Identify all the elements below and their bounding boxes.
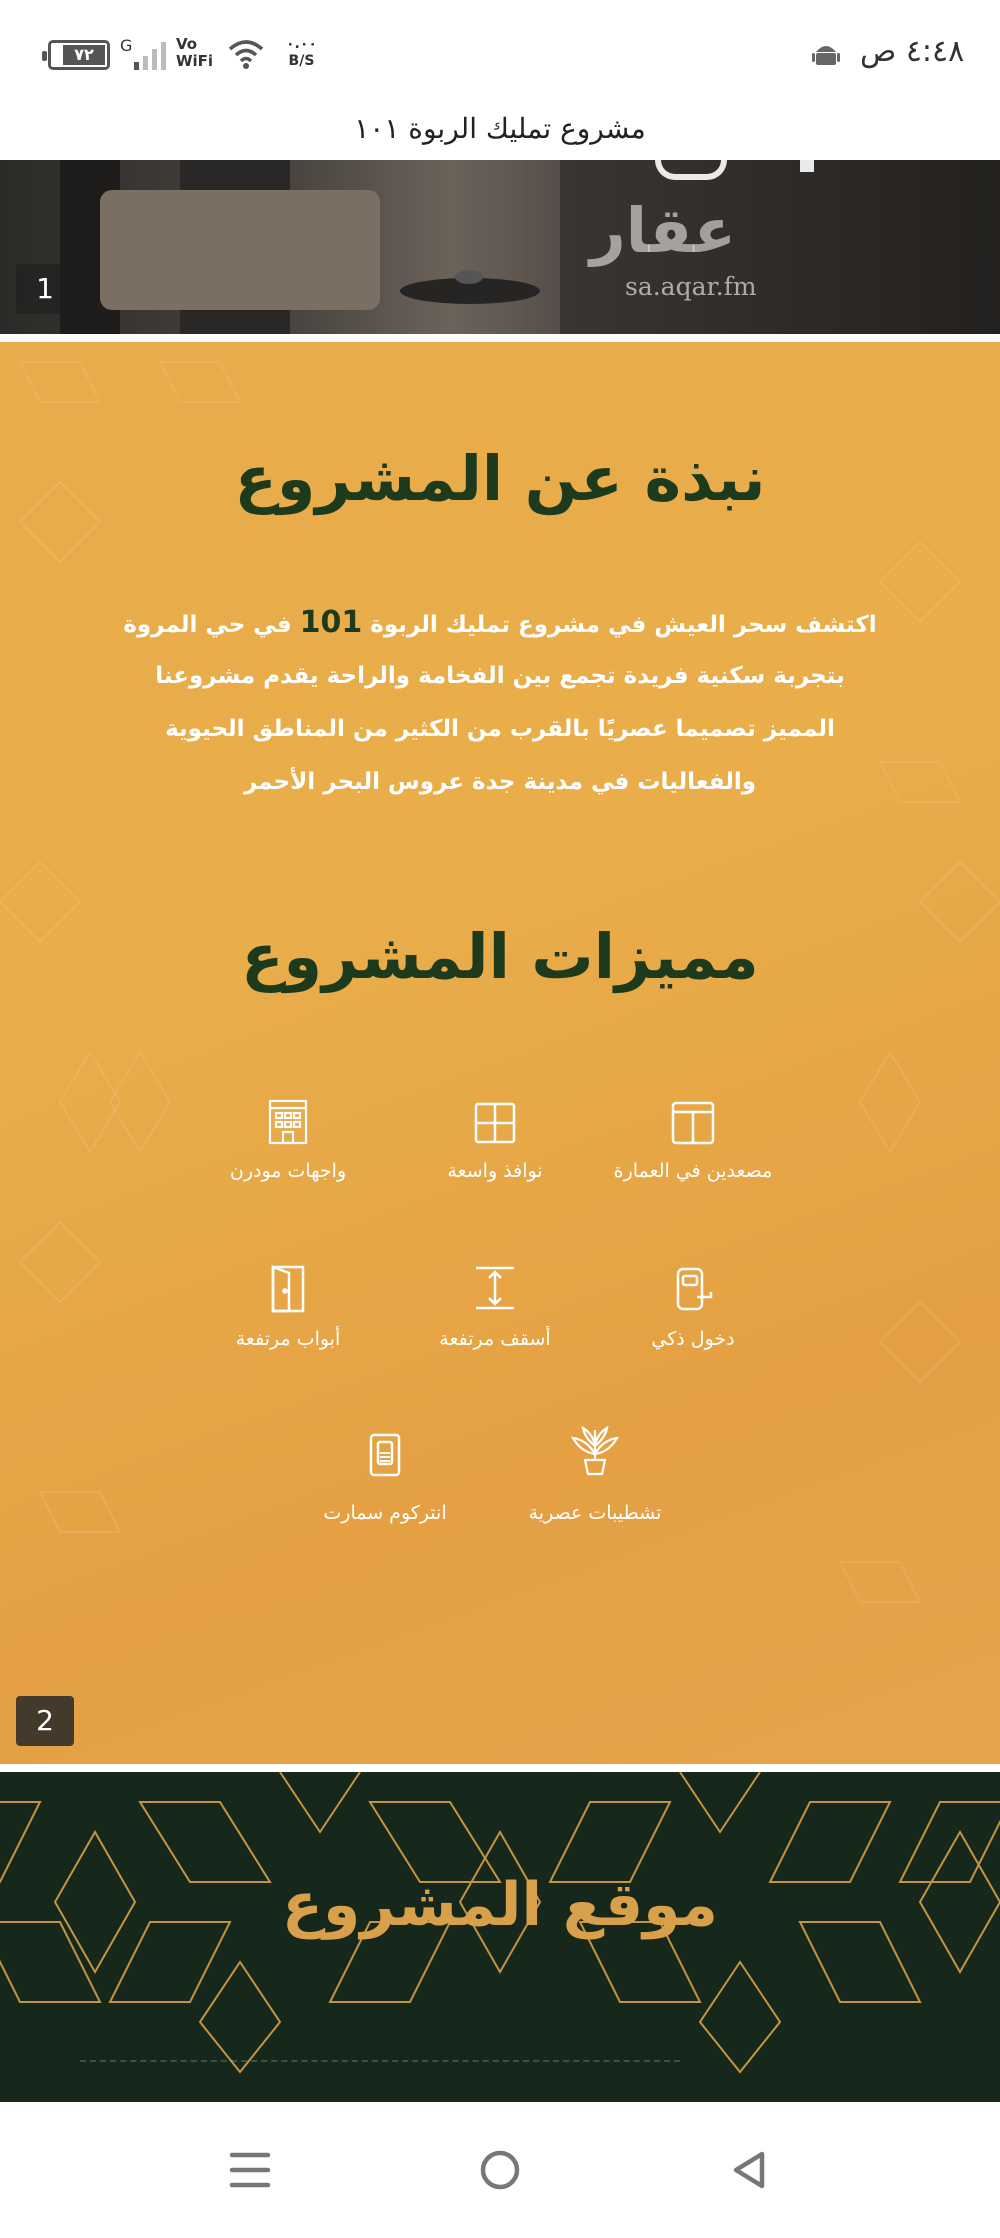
battery-icon: ٧٢ [48,40,110,70]
about-title: نبذة عن المشروع [234,442,766,515]
heading-fragment [655,160,727,180]
back-triangle-icon[interactable] [728,2148,772,2192]
heading-fragment-2 [800,160,814,172]
window-icon [385,1100,605,1150]
wifi-icon [228,38,264,70]
aqar-watermark-url: sa.aqar.fm [625,272,757,301]
sofa-shape [100,190,380,310]
feature-label: تشطيبات عصرية [528,1502,662,1524]
image-slide-3[interactable] [0,1772,1000,2102]
about-line-2: بتجربة سكنية فريدة تجمع بين الفخامة والراحة يقدم مشروعنا [155,663,845,689]
home-circle-icon[interactable] [478,2148,522,2192]
feature-label: أسقف مرتفعة [439,1328,551,1350]
volte-wifi-label: Vo WiFi [176,35,214,70]
android-nav-bar [0,2102,1000,2238]
elevator-icon [583,1100,803,1150]
signal-icon [132,40,168,72]
about-line-1: اكتشف سحر العيش في مشروع تمليك الربوة 101 في حي المروة [123,605,877,640]
smart-lock-icon [583,1266,803,1316]
plant-icon [485,1424,705,1482]
faded-text-fragment [80,2060,680,2102]
features-title: مميزات المشروع [241,920,759,993]
feature-label: مصعدين في العمارة [613,1160,773,1182]
status-bar [0,0,1000,100]
page-header [0,100,1000,160]
table-object [455,270,483,284]
network-speed: ٠.٠٠ B/S [286,36,317,69]
aqar-watermark-logo: عقار [590,194,736,267]
menu-icon[interactable] [228,2150,272,2190]
intercom-icon [275,1432,495,1482]
location-title: موقع المشروع [282,1870,718,1940]
clock: ٤:٤٨ ص [860,34,965,69]
feature-label: نوافذ واسعة [447,1160,543,1182]
feature-label: واجهات مودرن [229,1160,347,1182]
slide-number-badge: 1 [16,264,74,314]
page-title: مشروع تمليك الربوة ١٠١ [354,112,646,145]
feature-label: أبواب مرتفعة [235,1328,341,1350]
feature-label: دخول ذكي [651,1328,735,1350]
building-icon [178,1098,398,1150]
feature-label: انتركوم سمارت [323,1502,447,1524]
network-type: G [120,36,133,55]
about-line-3: المميز تصميما عصريًا بالقرب من الكثير من المناطق الحيوية [165,716,835,742]
image-slide-1[interactable] [0,160,1000,334]
background-pattern [0,342,1000,1764]
image-slide-2[interactable] [0,342,1000,1764]
height-icon [385,1264,605,1316]
about-line-4: والفعاليات في مدينة جدة عروس البحر الأحمر [243,769,757,795]
slide-number-badge: 2 [16,1696,74,1746]
door-icon [178,1264,398,1318]
android-icon [812,40,840,68]
